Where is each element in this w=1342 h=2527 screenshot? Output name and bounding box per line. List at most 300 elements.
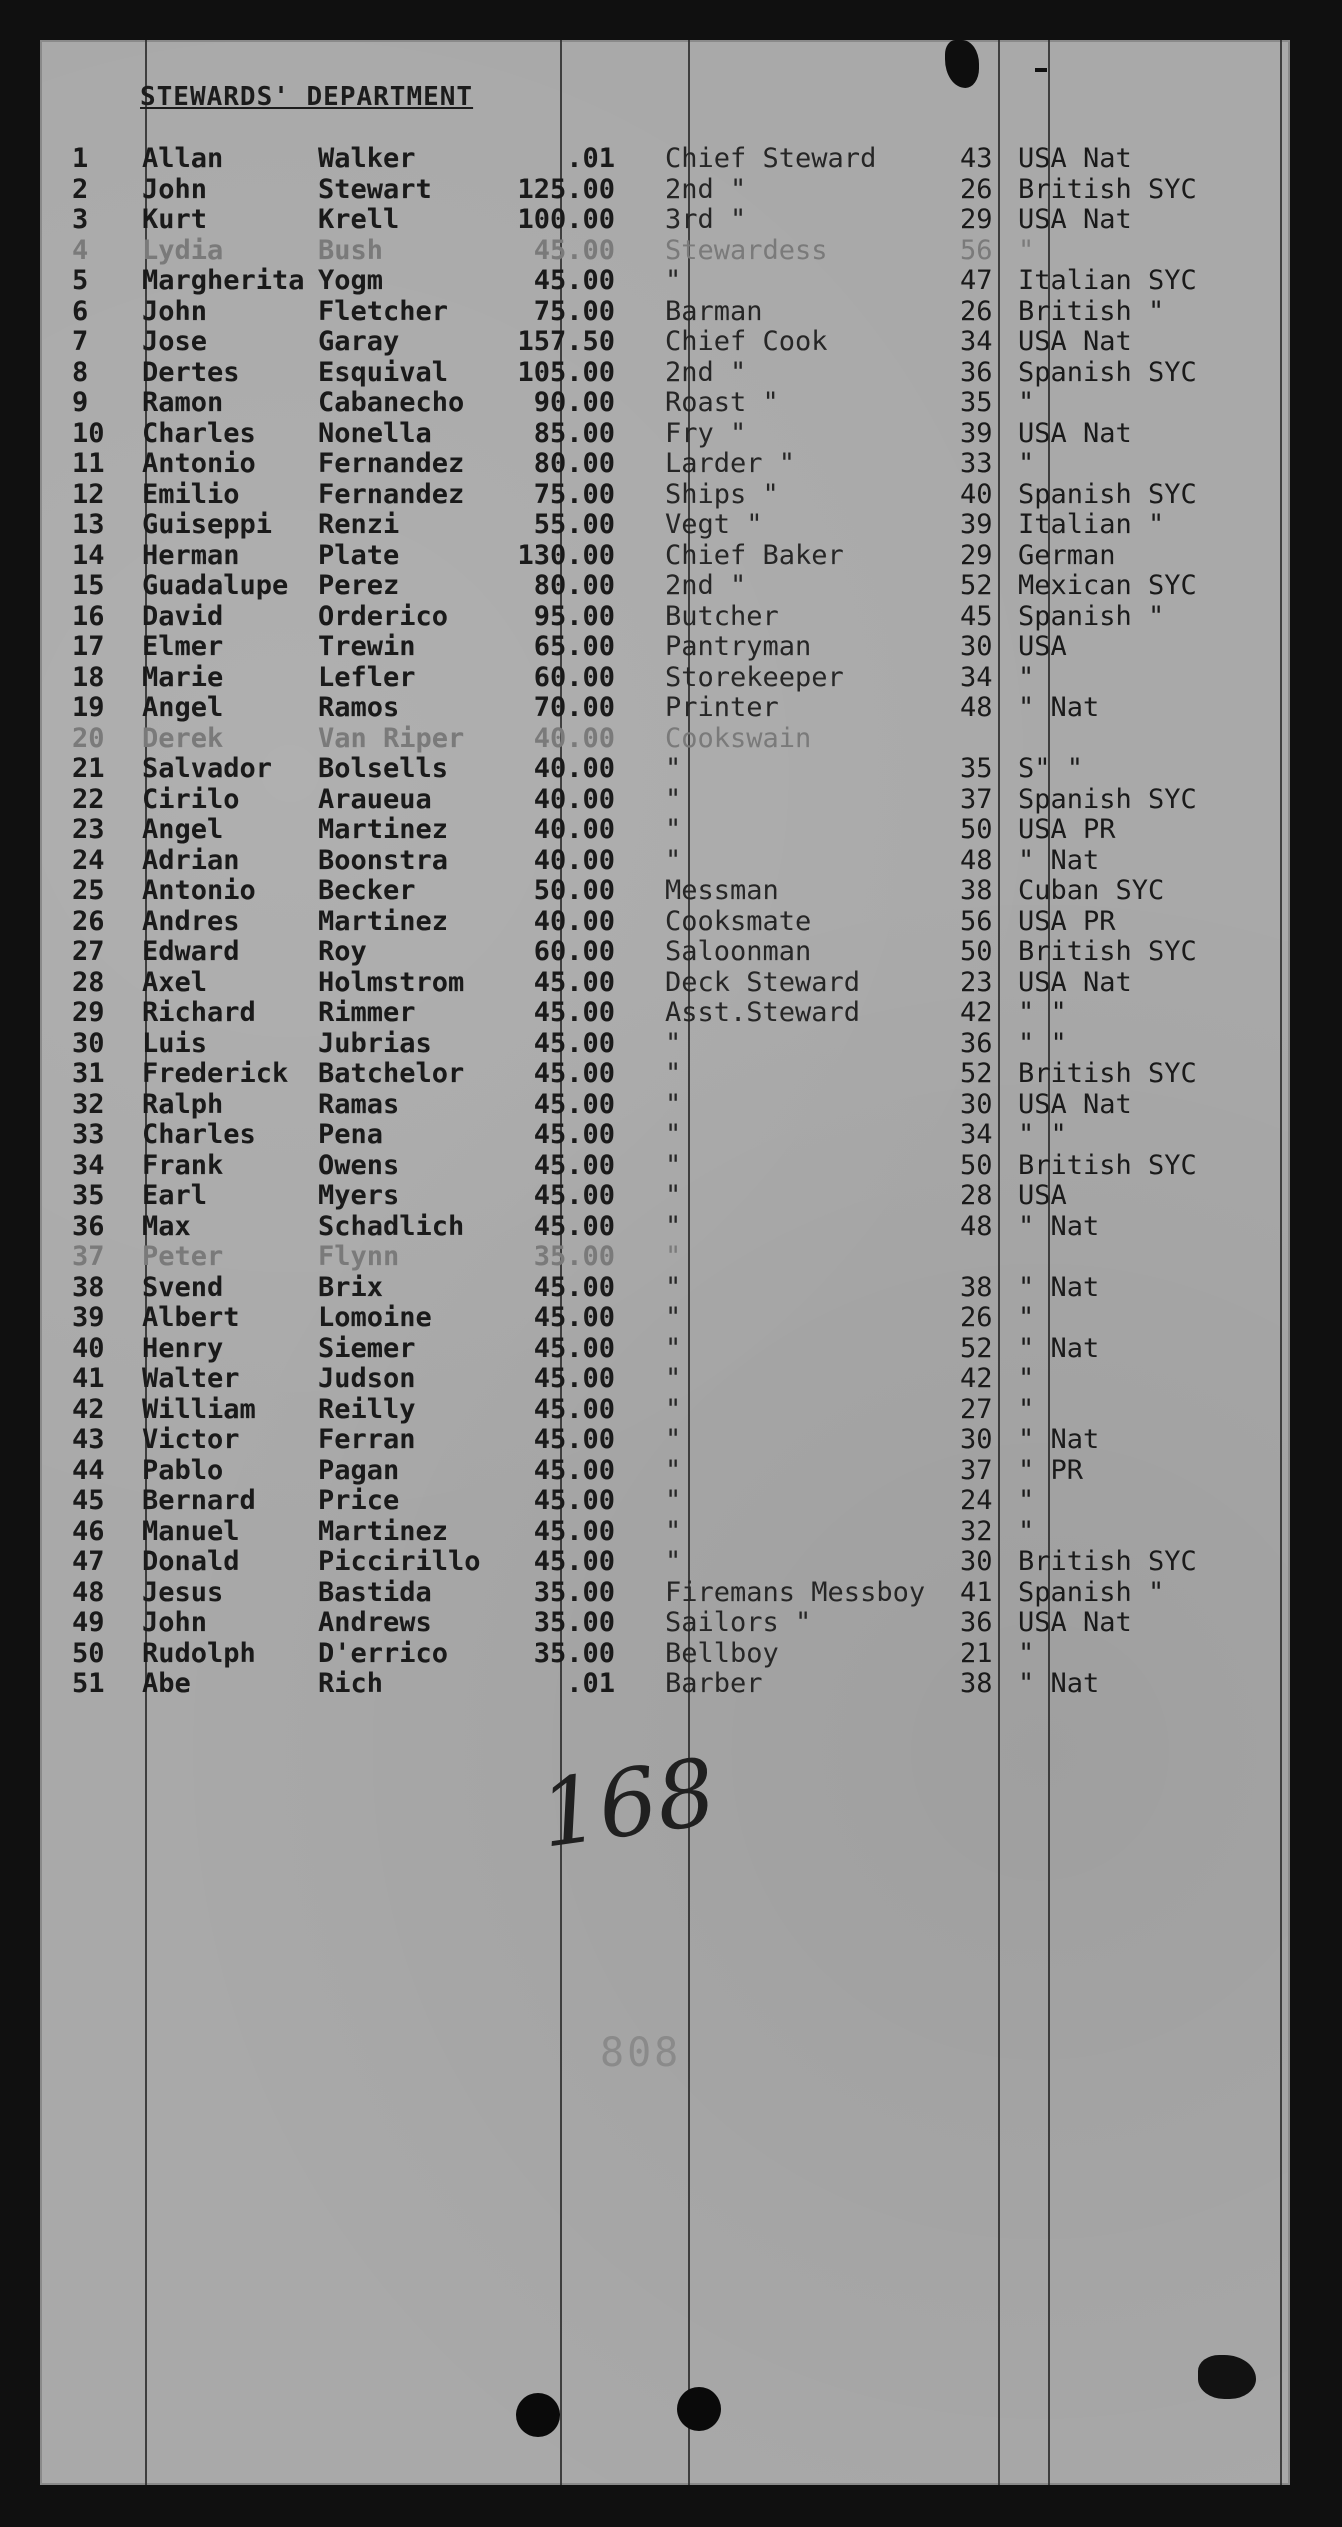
crew-nationality: " "	[1018, 1028, 1067, 1059]
crew-number: 7	[72, 327, 89, 357]
crew-position: "	[665, 1333, 682, 1364]
crew-number: 51	[72, 1669, 105, 1699]
crew-position: Cookswain	[665, 723, 812, 754]
crew-last-name: Myers	[318, 1181, 400, 1211]
crew-age: 35	[960, 754, 993, 784]
crew-number: 50	[72, 1638, 105, 1669]
crew-wage: 105.00	[517, 357, 615, 388]
crew-last-name: Batchelor	[318, 1059, 465, 1089]
table-row	[0, 388, 1250, 418]
crew-nationality: Spanish SYC	[1018, 784, 1197, 815]
crew-first-name: William	[142, 1394, 256, 1425]
crew-wage: 35.00	[533, 1242, 615, 1272]
crew-nationality: German	[1018, 540, 1116, 571]
column-rule	[1280, 40, 1282, 2485]
crew-position: Firemans Messboy	[665, 1577, 926, 1608]
crew-first-name: Marie	[142, 662, 224, 693]
table-row	[0, 541, 1250, 571]
crew-nationality: British "	[1018, 296, 1165, 327]
table-row	[0, 236, 1250, 266]
crew-age: 33	[960, 449, 993, 479]
crew-position: Butcher	[665, 601, 779, 632]
crew-nationality: " Nat	[1018, 1272, 1100, 1303]
crew-last-name: Bastida	[318, 1577, 432, 1608]
crew-wage: 45.00	[533, 1303, 615, 1333]
crew-age: 27	[960, 1394, 993, 1425]
crew-age: 37	[960, 784, 993, 815]
crew-wage: 90.00	[533, 388, 615, 418]
crew-age: 29	[960, 540, 993, 571]
crew-position: Chief Steward	[665, 144, 877, 174]
page-number-stamp: 808	[600, 2030, 682, 2076]
crew-nationality: USA Nat	[1018, 144, 1132, 174]
crew-age: 34	[960, 1120, 993, 1150]
crew-nationality: Spanish SYC	[1018, 357, 1197, 388]
crew-age: 39	[960, 418, 993, 449]
crew-nationality: British SYC	[1018, 1059, 1197, 1089]
crew-last-name: Brix	[318, 1272, 384, 1303]
crew-nationality: S" "	[1018, 754, 1084, 784]
crew-last-name: Pagan	[318, 1455, 400, 1486]
crew-number: 17	[72, 632, 105, 662]
crew-number: 41	[72, 1364, 105, 1394]
table-row	[0, 785, 1250, 815]
crew-position: "	[665, 1486, 682, 1516]
crew-position: "	[665, 1028, 682, 1059]
table-row	[0, 205, 1250, 235]
table-row	[0, 1425, 1250, 1455]
crew-first-name: Frank	[142, 1150, 224, 1181]
crew-wage: 45.00	[533, 1211, 615, 1242]
table-row	[0, 1151, 1250, 1181]
crew-wage: 80.00	[533, 449, 615, 479]
crew-number: 2	[72, 174, 89, 205]
crew-age: 36	[960, 357, 993, 388]
crew-wage: 45.00	[533, 235, 615, 266]
crew-wage: 157.50	[517, 327, 615, 357]
crew-position: "	[665, 845, 682, 876]
punch-hole	[516, 2393, 560, 2437]
crew-number: 12	[72, 479, 105, 510]
crew-wage: 45.00	[533, 266, 615, 296]
crew-age: 30	[960, 632, 993, 662]
crew-number: 37	[72, 1242, 105, 1272]
punch-hole	[677, 2387, 721, 2431]
crew-last-name: Becker	[318, 876, 416, 906]
crew-first-name: Andres	[142, 906, 240, 937]
crew-nationality: "	[1018, 1364, 1035, 1394]
crew-first-name: Angel	[142, 815, 224, 845]
crew-age: 38	[960, 876, 993, 906]
crew-wage: 45.00	[533, 1272, 615, 1303]
crew-last-name: Judson	[318, 1364, 416, 1394]
table-row	[0, 358, 1250, 388]
crew-number: 39	[72, 1303, 105, 1333]
table-row	[0, 632, 1250, 662]
crew-last-name: Martinez	[318, 906, 449, 937]
crew-age: 24	[960, 1486, 993, 1516]
table-row	[0, 1547, 1250, 1577]
crew-nationality: " PR	[1018, 1455, 1084, 1486]
crew-nationality: Italian "	[1018, 510, 1165, 540]
crew-position: "	[665, 1547, 682, 1577]
crew-wage: 45.00	[533, 1394, 615, 1425]
crew-nationality: Cuban SYC	[1018, 876, 1165, 906]
crew-first-name: Lydia	[142, 235, 224, 266]
crew-first-name: Albert	[142, 1303, 240, 1333]
crew-number: 11	[72, 449, 105, 479]
crew-first-name: Donald	[142, 1547, 240, 1577]
crew-last-name: Owens	[318, 1150, 400, 1181]
crew-nationality: USA Nat	[1018, 967, 1132, 998]
crew-first-name: Pablo	[142, 1455, 224, 1486]
crew-last-name: Ramas	[318, 1089, 400, 1120]
crew-age: 36	[960, 1028, 993, 1059]
crew-nationality: British SYC	[1018, 1150, 1197, 1181]
crew-last-name: Holmstrom	[318, 967, 465, 998]
crew-number: 30	[72, 1028, 105, 1059]
crew-position: "	[665, 266, 682, 296]
crew-number: 43	[72, 1425, 105, 1455]
crew-last-name: Krell	[318, 205, 400, 235]
crew-wage: 45.00	[533, 1059, 615, 1089]
crew-wage: 45.00	[533, 1364, 615, 1394]
crew-nationality: " Nat	[1018, 1333, 1100, 1364]
crew-number: 34	[72, 1150, 105, 1181]
table-row	[0, 693, 1250, 723]
crew-age: 26	[960, 1303, 993, 1333]
crew-last-name: Fletcher	[318, 296, 449, 327]
crew-wage: 70.00	[533, 693, 615, 723]
crew-position: Vegt "	[665, 510, 763, 540]
crew-nationality: Spanish "	[1018, 1577, 1165, 1608]
crew-first-name: Manuel	[142, 1516, 240, 1547]
crew-age: 30	[960, 1425, 993, 1455]
crew-last-name: Martinez	[318, 815, 449, 845]
crew-last-name: Renzi	[318, 510, 400, 540]
crew-first-name: Svend	[142, 1272, 224, 1303]
crew-position: "	[665, 1181, 682, 1211]
crew-position: Fry "	[665, 418, 747, 449]
crew-wage: 40.00	[533, 723, 615, 754]
crew-age: 56	[960, 235, 993, 266]
crew-number: 14	[72, 540, 105, 571]
crew-nationality: " "	[1018, 998, 1067, 1028]
crew-age: 50	[960, 937, 993, 967]
crew-age: 41	[960, 1577, 993, 1608]
crew-wage: 50.00	[533, 876, 615, 906]
crew-number: 27	[72, 937, 105, 967]
crew-wage: 55.00	[533, 510, 615, 540]
crew-age: 26	[960, 174, 993, 205]
crew-number: 42	[72, 1394, 105, 1425]
crew-age: 38	[960, 1272, 993, 1303]
crew-age: 42	[960, 1364, 993, 1394]
crew-position: Roast "	[665, 388, 779, 418]
paper-damage	[1198, 2355, 1256, 2399]
crew-position: "	[665, 1242, 682, 1272]
crew-age: 48	[960, 693, 993, 723]
crew-first-name: Antonio	[142, 876, 256, 906]
crew-age: 23	[960, 967, 993, 998]
crew-nationality: " Nat	[1018, 845, 1100, 876]
crew-number: 25	[72, 876, 105, 906]
table-row	[0, 1395, 1250, 1425]
crew-age: 32	[960, 1516, 993, 1547]
crew-first-name: Luis	[142, 1028, 208, 1059]
crew-first-name: David	[142, 601, 224, 632]
crew-wage: 45.00	[533, 1516, 615, 1547]
crew-last-name: Araueua	[318, 784, 432, 815]
crew-wage: 85.00	[533, 418, 615, 449]
table-row	[0, 1059, 1250, 1089]
crew-last-name: Rimmer	[318, 998, 416, 1028]
crew-last-name: Yogm	[318, 266, 384, 296]
crew-position: "	[665, 1211, 682, 1242]
crew-last-name: Plate	[318, 540, 400, 571]
crew-nationality: " Nat	[1018, 1669, 1100, 1699]
crew-position: Asst.Steward	[665, 998, 861, 1028]
crew-last-name: Rich	[318, 1669, 384, 1699]
table-row	[0, 510, 1250, 540]
crew-number: 19	[72, 693, 105, 723]
crew-wage: 95.00	[533, 601, 615, 632]
crew-wage: 45.00	[533, 1486, 615, 1516]
crew-age: 52	[960, 1059, 993, 1089]
crew-first-name: Earl	[142, 1181, 208, 1211]
crew-position: "	[665, 1516, 682, 1547]
crew-first-name: Peter	[142, 1242, 224, 1272]
crew-number: 16	[72, 601, 105, 632]
crew-first-name: Emilio	[142, 479, 240, 510]
crew-nationality: USA	[1018, 632, 1067, 662]
crew-age: 50	[960, 815, 993, 845]
crew-number: 38	[72, 1272, 105, 1303]
crew-position: Printer	[665, 693, 779, 723]
crew-number: 8	[72, 357, 89, 388]
table-row	[0, 175, 1250, 205]
crew-first-name: Frederick	[142, 1059, 289, 1089]
crew-nationality: Mexican SYC	[1018, 571, 1197, 601]
crew-first-name: Cirilo	[142, 784, 240, 815]
crew-first-name: Max	[142, 1211, 191, 1242]
crew-age: 34	[960, 662, 993, 693]
crew-last-name: Orderico	[318, 601, 449, 632]
crew-age: 39	[960, 510, 993, 540]
crew-last-name: Esquival	[318, 357, 449, 388]
crew-wage: .01	[566, 1669, 615, 1699]
crew-position: Saloonman	[665, 937, 812, 967]
crew-first-name: John	[142, 1608, 208, 1638]
crew-age: 48	[960, 1211, 993, 1242]
crew-nationality: USA Nat	[1018, 1608, 1132, 1638]
crew-position: Cooksmate	[665, 906, 812, 937]
crew-number: 3	[72, 205, 89, 235]
crew-first-name: Adrian	[142, 845, 240, 876]
crew-age: 50	[960, 1150, 993, 1181]
crew-number: 36	[72, 1211, 105, 1242]
crew-first-name: Richard	[142, 998, 256, 1028]
crew-position: 2nd "	[665, 571, 747, 601]
crew-wage: 40.00	[533, 815, 615, 845]
crew-number: 21	[72, 754, 105, 784]
crew-last-name: Ferran	[318, 1425, 416, 1455]
table-row	[0, 1212, 1250, 1242]
crew-wage: 75.00	[533, 479, 615, 510]
crew-number: 23	[72, 815, 105, 845]
crew-position: Storekeeper	[665, 662, 844, 693]
crew-position: "	[665, 1120, 682, 1150]
crew-nationality: "	[1018, 449, 1035, 479]
table-row	[0, 449, 1250, 479]
table-row	[0, 1639, 1250, 1669]
table-row	[0, 1578, 1250, 1608]
table-row	[0, 815, 1250, 845]
crew-last-name: Boonstra	[318, 845, 449, 876]
crew-age: 28	[960, 1181, 993, 1211]
crew-age: 43	[960, 144, 993, 174]
crew-position: Messman	[665, 876, 779, 906]
table-row	[0, 907, 1250, 937]
crew-last-name: Martinez	[318, 1516, 449, 1547]
table-row	[0, 1273, 1250, 1303]
crew-first-name: Derek	[142, 723, 224, 754]
crew-last-name: Pena	[318, 1120, 384, 1150]
crew-wage: 130.00	[517, 540, 615, 571]
crew-wage: 35.00	[533, 1577, 615, 1608]
table-row	[0, 754, 1250, 784]
crew-nationality: USA Nat	[1018, 205, 1132, 235]
crew-first-name: Victor	[142, 1425, 240, 1455]
crew-first-name: Rudolph	[142, 1638, 256, 1669]
crew-position: "	[665, 784, 682, 815]
crew-last-name: Piccirillo	[318, 1547, 481, 1577]
crew-wage: 40.00	[533, 906, 615, 937]
table-row	[0, 937, 1250, 967]
crew-position: Bellboy	[665, 1638, 779, 1669]
table-row	[0, 1334, 1250, 1364]
crew-nationality: USA	[1018, 1181, 1067, 1211]
crew-last-name: Bolsells	[318, 754, 449, 784]
crew-number: 13	[72, 510, 105, 540]
crew-first-name: Kurt	[142, 205, 208, 235]
crew-position: Pantryman	[665, 632, 812, 662]
crew-number: 33	[72, 1120, 105, 1150]
crew-first-name: Herman	[142, 540, 240, 571]
crew-wage: 100.00	[517, 205, 615, 235]
table-row	[0, 968, 1250, 998]
crew-position: 3rd "	[665, 205, 747, 235]
crew-age: 30	[960, 1547, 993, 1577]
crew-age: 36	[960, 1608, 993, 1638]
crew-nationality: Spanish "	[1018, 601, 1165, 632]
crew-age: 42	[960, 998, 993, 1028]
crew-nationality: USA PR	[1018, 815, 1116, 845]
crew-nationality: Spanish SYC	[1018, 479, 1197, 510]
crew-number: 48	[72, 1577, 105, 1608]
crew-position: "	[665, 1059, 682, 1089]
crew-first-name: Walter	[142, 1364, 240, 1394]
crew-number: 40	[72, 1333, 105, 1364]
crew-age: 45	[960, 601, 993, 632]
crew-age: 35	[960, 388, 993, 418]
crew-wage: 45.00	[533, 1089, 615, 1120]
table-row	[0, 1242, 1250, 1272]
crew-number: 46	[72, 1516, 105, 1547]
crew-last-name: Cabanecho	[318, 388, 465, 418]
crew-number: 4	[72, 235, 89, 266]
crew-last-name: Siemer	[318, 1333, 416, 1364]
department-heading: STEWARDS' DEPARTMENT	[140, 82, 474, 112]
crew-position: 2nd "	[665, 174, 747, 205]
crew-nationality: "	[1018, 662, 1035, 693]
table-row	[0, 724, 1250, 754]
crew-position: Sailors "	[665, 1608, 812, 1638]
crew-first-name: Edward	[142, 937, 240, 967]
crew-position: Stewardess	[665, 235, 828, 266]
crew-nationality: Italian SYC	[1018, 266, 1197, 296]
crew-last-name: Lefler	[318, 662, 416, 693]
crew-last-name: Price	[318, 1486, 400, 1516]
crew-number: 49	[72, 1608, 105, 1638]
crew-last-name: Roy	[318, 937, 367, 967]
crew-first-name: Ralph	[142, 1089, 224, 1120]
crew-position: Larder "	[665, 449, 796, 479]
crew-number: 6	[72, 296, 89, 327]
crew-age: 48	[960, 845, 993, 876]
table-row	[0, 1456, 1250, 1486]
table-row	[0, 144, 1250, 174]
crew-last-name: Reilly	[318, 1394, 416, 1425]
crew-wage: 45.00	[533, 1547, 615, 1577]
crew-last-name: Ramos	[318, 693, 400, 723]
crew-wage: 60.00	[533, 937, 615, 967]
table-row	[0, 663, 1250, 693]
crew-nationality: "	[1018, 1638, 1035, 1669]
crew-position: "	[665, 1089, 682, 1120]
handwritten-note: 168	[533, 1738, 723, 1869]
crew-wage: 45.00	[533, 1455, 615, 1486]
crew-first-name: Elmer	[142, 632, 224, 662]
crew-nationality: British SYC	[1018, 1547, 1197, 1577]
table-row	[0, 1029, 1250, 1059]
crew-first-name: Angel	[142, 693, 224, 723]
crew-last-name: Schadlich	[318, 1211, 465, 1242]
crew-position: "	[665, 1364, 682, 1394]
crew-nationality: USA Nat	[1018, 1089, 1132, 1120]
crew-nationality: " "	[1018, 1120, 1067, 1150]
crew-wage: 35.00	[533, 1638, 615, 1669]
crew-first-name: John	[142, 296, 208, 327]
crew-first-name: Axel	[142, 967, 208, 998]
table-row	[0, 480, 1250, 510]
crew-number: 15	[72, 571, 105, 601]
crew-position: Chief Baker	[665, 540, 844, 571]
crew-last-name: Trewin	[318, 632, 416, 662]
table-row	[0, 1364, 1250, 1394]
crew-first-name: Jesus	[142, 1577, 224, 1608]
crew-age: 34	[960, 327, 993, 357]
crew-wage: 45.00	[533, 967, 615, 998]
table-row	[0, 1486, 1250, 1516]
crew-first-name: Jose	[142, 327, 208, 357]
table-row	[0, 1090, 1250, 1120]
crew-wage: 60.00	[533, 662, 615, 693]
crew-nationality: USA PR	[1018, 906, 1116, 937]
crew-last-name: Stewart	[318, 174, 432, 205]
table-row	[0, 1120, 1250, 1150]
crew-number: 32	[72, 1089, 105, 1120]
